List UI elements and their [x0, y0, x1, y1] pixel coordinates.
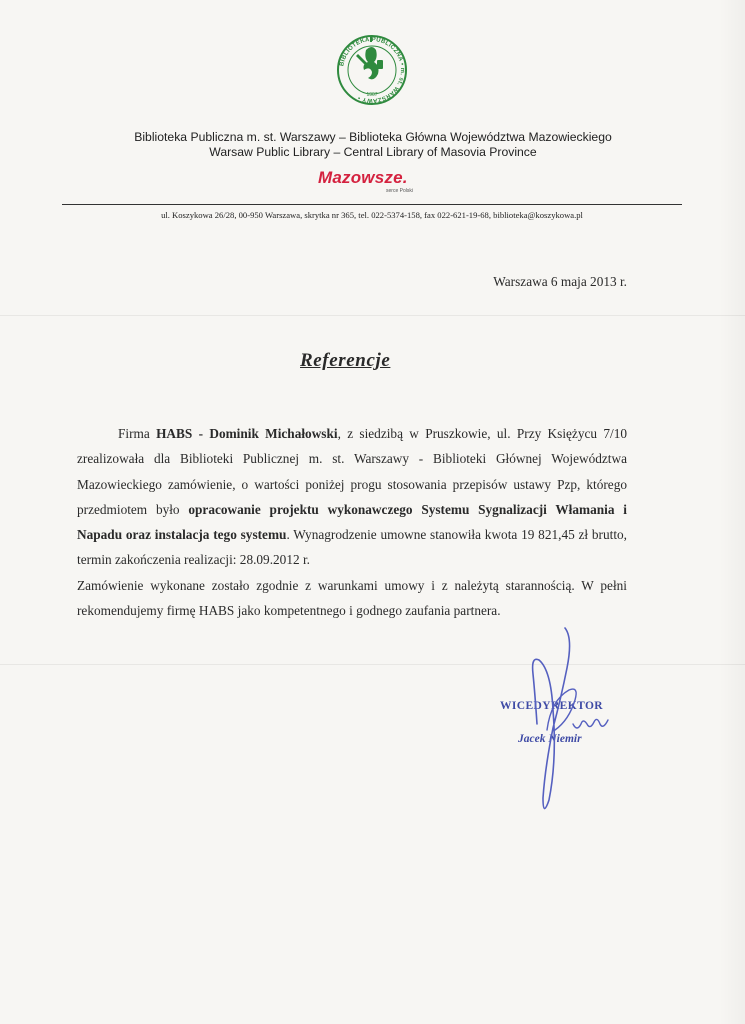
- svg-text:1907: 1907: [366, 92, 378, 98]
- library-mermaid-seal-icon: [333, 24, 411, 118]
- mazowsze-tagline: serce Polski: [386, 188, 413, 194]
- letter-title: Referencje: [300, 350, 391, 371]
- mazowsze-logo: Mazowsze.: [318, 168, 408, 187]
- contract-subject: opracowanie projektu wykonawczego Systemu Sygnalizacji Włamania i Napadu oraz instalacja tego systemu: [77, 501, 627, 543]
- handwritten-signature-icon: [495, 620, 625, 820]
- paper-fold-line: [0, 664, 745, 665]
- paper-fold-line: [0, 315, 745, 316]
- library-name-english: Warsaw Public Library – Central Library of Masovia Province: [209, 145, 537, 159]
- stamp-position: WICEDYREKTOR: [500, 700, 603, 712]
- library-address: ul. Koszykowa 26/28, 00-950 Warszawa, skrytka nr 365, tel. 022-5374-158, fax 022-621-19-68, biblioteka@koszykowa.pl: [161, 210, 583, 220]
- paragraph-text: , z siedzibą w Pruszkowie, ul. Przy Księżycu 7/10 zrealizowała dla Biblioteki Publicznej m. st. Warszawy - Biblioteki Głównej Województwa Mazowieckiego zamówienie, o wartości poniżej progu stosowania przepisów ustawy Pzp, którego przedmiotem było: [77, 426, 627, 517]
- paragraph-text: . Wynagrodzenie umowne stanowiła kwota 19 821,45 zł brutto, termin zakończenia realizacji: 28.09.2012 r.: [77, 527, 627, 568]
- letter-date: Warszawa 6 maja 2013 r.: [493, 274, 627, 289]
- body-paragraph-1: [77, 421, 627, 573]
- body-paragraph-2: Zamówienie wykonane zostało zgodnie z warunkami umowy i z należytą starannością. W pełni rekomendujemy firmę HABS jako kompetentnego i godnego zaufania partnera.: [77, 577, 627, 619]
- stamp-person-name: Jacek Niemir: [518, 733, 582, 745]
- company-name: HABS - Dominik Michałowski: [156, 426, 338, 441]
- paragraph-text: Firma: [118, 426, 157, 441]
- paper-edge-shadow: [719, 0, 745, 1024]
- letter-body: [77, 421, 627, 623]
- header-divider: [62, 204, 682, 205]
- svg-text:BIBLIOTEKA PUBLICZNA • m. st.: BIBLIOTEKA PUBLICZNA • m. st. WARSZAWY •: [339, 36, 406, 104]
- library-name-polish: Biblioteka Publiczna m. st. Warszawy – Biblioteka Główna Województwa Mazowieckiego: [134, 130, 612, 144]
